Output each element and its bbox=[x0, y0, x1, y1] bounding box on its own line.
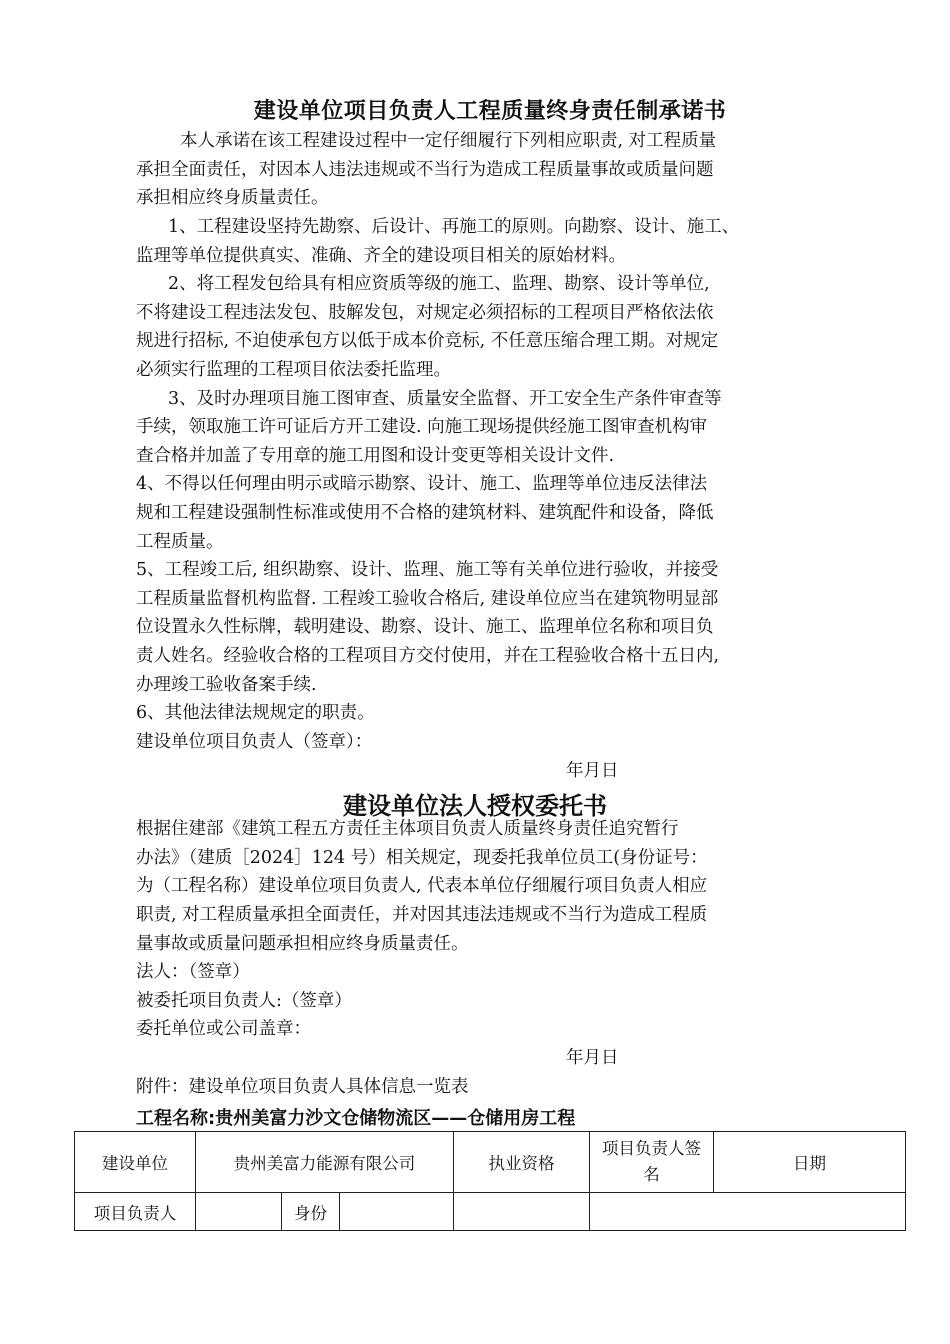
table-cell: 身份 bbox=[282, 1193, 340, 1231]
paragraph-line: 办法》（建质［2024］124 号）相关规定，现委托我单位员工(身份证号： bbox=[136, 848, 708, 868]
table-cell: 执业资格 bbox=[454, 1132, 590, 1193]
paragraph-line: 不将建设工程违法发包、肢解发包，对规定必须招标的工程项目严格依法依 bbox=[136, 303, 714, 323]
project-name: 工程名称:贵州美富力沙文仓储物流区——仓储用房工程 bbox=[136, 1108, 576, 1129]
paragraph-line: 工程质量。 bbox=[136, 532, 224, 552]
authorization-title: 建设单位法人授权委托书 bbox=[343, 792, 607, 820]
paragraph-line: 查合格并加盖了专用章的施工用图和设计变更等相关设计文件. bbox=[136, 446, 615, 466]
table-cell: 项目负责人签名 bbox=[590, 1132, 714, 1193]
paragraph-line: 4、不得以任何理由明示或暗示勘察、设计、施工、监理等单位违反法律法 bbox=[136, 474, 708, 494]
paragraph-line: 为（工程名称）建设单位项目负责人, 代表本单位仔细履行项目负责人相应 bbox=[136, 876, 708, 896]
table-cell: 日期 bbox=[714, 1132, 906, 1193]
paragraph-line: 规和工程建设强制性标准或使用不合格的建筑材料、建筑配件和设备，降低 bbox=[136, 503, 714, 523]
paragraph-line: 工程质量监督机构监督. 工程竣工验收合格后, 建设单位应当在建筑物明显部 bbox=[136, 589, 719, 609]
table-cell: 贵州美富力能源有限公司 bbox=[196, 1132, 454, 1193]
date-line: 年月日 bbox=[566, 1048, 619, 1068]
paragraph-line: 监理等单位提供真实、准确、齐全的建设项目相关的原始材料。 bbox=[136, 246, 626, 266]
paragraph-line: 手续，领取施工许可证后方开工建设. 向施工现场提供经施工图审查机构审 bbox=[136, 417, 708, 437]
table-cell bbox=[590, 1193, 906, 1231]
paragraph-line: 承担全面责任，对因本人违法违规或不当行为造成工程质量事故或质量问题 bbox=[136, 160, 714, 180]
paragraph-line: 根据住建部《建筑工程五方责任主体项目负责人质量终身责任追究暂行 bbox=[136, 819, 679, 839]
paragraph-line: 6、其他法律法规规定的职责。 bbox=[136, 703, 375, 723]
paragraph-line: 职责, 对工程质量承担全面责任，并对因其违法违规或不当行为造成工程质 bbox=[136, 905, 708, 925]
paragraph-line: 规进行招标, 不迫使承包方以低于成本价竞标, 不任意压缩合理工期。对规定 bbox=[136, 331, 719, 351]
paragraph-line: 位设置永久性标牌，载明建设、勘察、设计、施工、监理单位名称和项目负 bbox=[136, 617, 714, 637]
table-cell bbox=[454, 1193, 590, 1231]
table-cell: 建设单位 bbox=[75, 1132, 196, 1193]
paragraph-line: 3、及时办理项目施工图审查、质量安全监督、开工安全生产条件审查等 bbox=[168, 389, 722, 409]
table-cell bbox=[196, 1193, 282, 1231]
paragraph-line: 量事故或质量问题承担相应终身质量责任。 bbox=[136, 934, 469, 954]
commitment-title: 建设单位项目负责人工程质量终身责任制承诺书 bbox=[253, 99, 727, 124]
paragraph-line: 本人承诺在该工程建设过程中一定仔细履行下列相应职责, 对工程质量 bbox=[180, 131, 717, 151]
table-row bbox=[75, 1193, 906, 1231]
paragraph-line: 1、工程建设坚持先勘察、后设计、再施工的原则。向勘察、设计、施工、 bbox=[168, 217, 740, 237]
paragraph-line: 5、工程竣工后, 组织勘察、设计、监理、施工等有关单位进行验收，并接受 bbox=[136, 560, 719, 580]
table-row bbox=[75, 1132, 906, 1193]
signature-line: 委托单位或公司盖章： bbox=[136, 1019, 311, 1039]
signature-line: 被委托项目负责人:（签章） bbox=[136, 991, 352, 1011]
paragraph-line: 责人姓名。经验收合格的工程项目方交付使用，并在工程验收合格十五日内, bbox=[136, 646, 720, 666]
paragraph-line: 承担相应终身质量责任。 bbox=[136, 188, 329, 208]
signature-line: 法人：（签章） bbox=[136, 962, 250, 982]
attachment-line: 附件：建设单位项目负责人具体信息一览表 bbox=[136, 1077, 469, 1097]
table-cell bbox=[340, 1193, 454, 1231]
info-table bbox=[74, 1131, 906, 1231]
signature-line: 建设单位项目负责人（签章）： bbox=[136, 732, 373, 752]
paragraph-line: 必须实行监理的工程项目依法委托监理。 bbox=[136, 360, 451, 380]
paragraph-line: 办理竣工验收备案手续. bbox=[136, 675, 317, 695]
date-line: 年月日 bbox=[566, 761, 619, 781]
paragraph-line: 2、将工程发包给具有相应资质等级的施工、监理、勘察、设计等单位, bbox=[168, 274, 710, 294]
table-cell: 项目负责人 bbox=[75, 1193, 196, 1231]
